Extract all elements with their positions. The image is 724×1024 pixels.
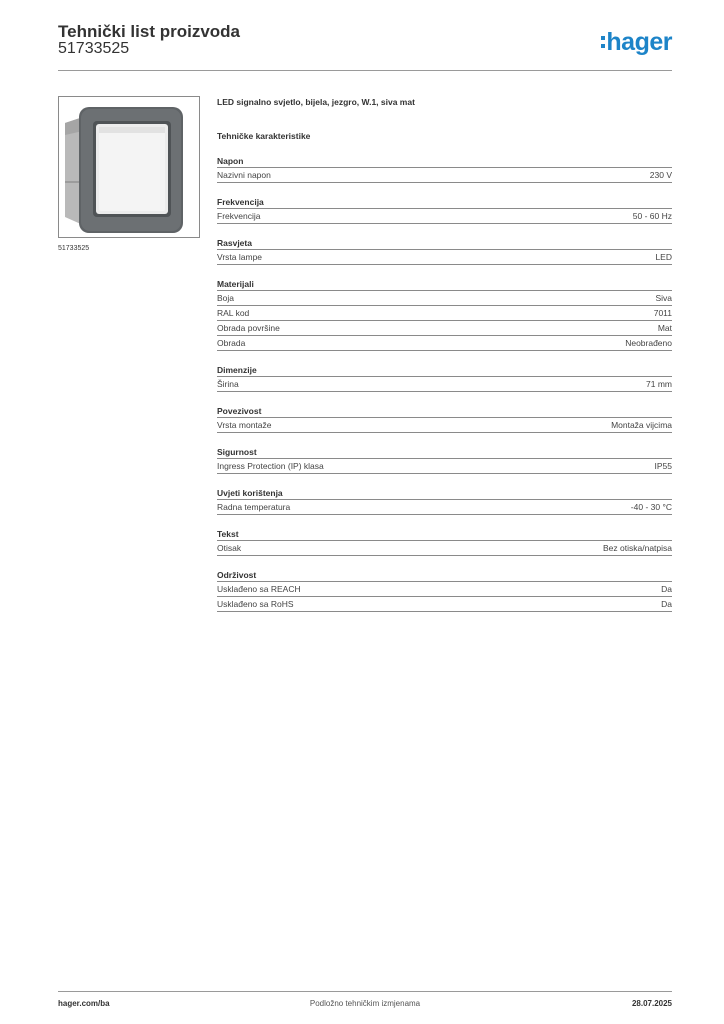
spec-value: LED — [655, 252, 672, 262]
spec-row — [217, 500, 672, 515]
spec-group — [217, 405, 672, 433]
spec-label: Širina — [217, 379, 239, 389]
spec-content — [217, 96, 672, 612]
spec-label: Vrsta lampe — [217, 252, 263, 262]
spec-label: Boja — [217, 293, 235, 303]
spec-label: Frekvencija — [217, 211, 261, 221]
spec-label: Otisak — [217, 543, 242, 553]
spec-group — [217, 528, 672, 556]
image-caption: 51733525 — [58, 245, 90, 252]
spec-label: Nazivni napon — [217, 170, 271, 180]
spec-group — [217, 569, 672, 612]
spec-row — [217, 306, 672, 321]
spec-group-title: Dimenzije — [217, 364, 672, 377]
logo-text: hager — [606, 27, 672, 56]
page-footer — [58, 991, 672, 1012]
spec-group-title: Održivost — [217, 569, 672, 582]
spec-row — [217, 336, 672, 351]
footer-website-link[interactable]: hager.com/ba — [58, 999, 110, 1008]
spec-value: 50 - 60 Hz — [632, 211, 672, 221]
spec-row — [217, 597, 672, 612]
spec-groups — [217, 155, 672, 612]
spec-group-title: Rasvjeta — [217, 237, 672, 250]
spec-group — [217, 155, 672, 183]
spec-label: Radna temperatura — [217, 502, 291, 512]
spec-group-title: Sigurnost — [217, 446, 672, 459]
spec-label: Usklađeno sa RoHS — [217, 599, 294, 609]
section-heading: Tehničke karakteristike — [217, 131, 311, 141]
spec-row — [217, 582, 672, 597]
spec-group-title: Napon — [217, 155, 672, 168]
spec-group — [217, 196, 672, 224]
hager-logo[interactable] — [601, 28, 672, 56]
spec-row — [217, 209, 672, 224]
spec-row — [217, 321, 672, 336]
spec-group-title: Tekst — [217, 528, 672, 541]
spec-row — [217, 250, 672, 265]
product-number: 51733525 — [58, 40, 130, 57]
spec-row — [217, 418, 672, 433]
spec-value: Montaža vijcima — [611, 420, 672, 430]
spec-group-title: Uvjeti korištenja — [217, 487, 672, 500]
spec-row — [217, 541, 672, 556]
spec-group-title: Povezivost — [217, 405, 672, 418]
spec-group — [217, 487, 672, 515]
spec-row — [217, 291, 672, 306]
spec-row — [217, 459, 672, 474]
page-header — [58, 22, 672, 71]
spec-value: 7011 — [653, 308, 672, 318]
spec-row — [217, 377, 672, 392]
spec-value: Siva — [655, 293, 672, 303]
spec-label: Usklađeno sa REACH — [217, 584, 301, 594]
spec-group-title: Frekvencija — [217, 196, 672, 209]
spec-group — [217, 364, 672, 392]
spec-group — [217, 278, 672, 351]
spec-row — [217, 168, 672, 183]
spec-label: Obrada površine — [217, 323, 280, 333]
led-signal-light-icon — [59, 97, 199, 237]
footer-notice: Podložno tehničkim izmjenama — [309, 999, 421, 1008]
spec-value: IP55 — [654, 461, 672, 471]
product-name: LED signalno svjetlo, bijela, jezgro, W.1, siva mat — [217, 97, 415, 107]
logo-dots-icon — [601, 34, 605, 50]
spec-value: Neobrađeno — [625, 338, 672, 348]
spec-label: Obrada — [217, 338, 246, 348]
spec-value: Da — [661, 599, 672, 609]
spec-value: Da — [661, 584, 672, 594]
spec-value: 230 V — [649, 170, 672, 180]
spec-label: RAL kod — [217, 308, 250, 318]
spec-value: Mat — [657, 323, 672, 333]
footer-date: 28.07.2025 — [631, 999, 672, 1008]
page-title: Tehnički list proizvoda — [58, 22, 240, 41]
spec-group — [217, 237, 672, 265]
spec-label: Ingress Protection (IP) klasa — [217, 461, 324, 471]
spec-value: -40 - 30 °C — [630, 502, 672, 512]
spec-label: Vrsta montaže — [217, 420, 272, 430]
spec-value: 71 mm — [646, 379, 672, 389]
spec-value: Bez otiska/natpisa — [603, 543, 672, 553]
spec-group — [217, 446, 672, 474]
spec-group-title: Materijali — [217, 278, 672, 291]
product-image — [58, 96, 200, 238]
